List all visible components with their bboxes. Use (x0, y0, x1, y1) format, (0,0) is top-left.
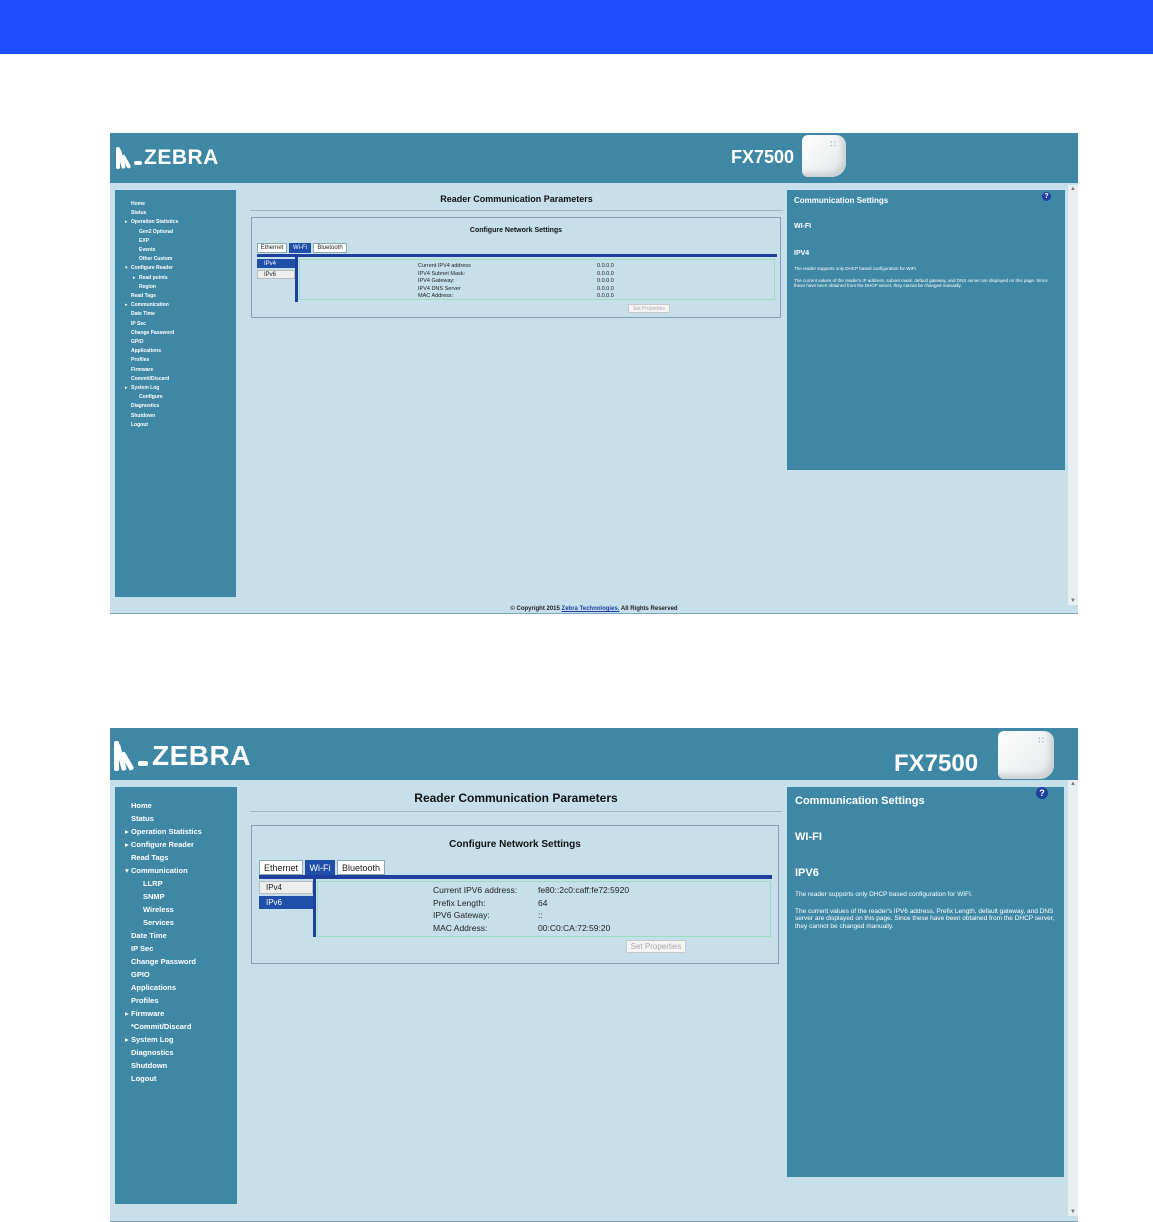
sidebar-item-llrp[interactable] (115, 877, 237, 890)
zebra-logo-icon (114, 145, 144, 171)
sidebar-item-profiles[interactable] (115, 356, 236, 365)
field-row (300, 271, 774, 279)
sidebar-item-firmware[interactable] (115, 366, 236, 375)
main-content (250, 190, 783, 590)
help-subsection: IPV4 (794, 250, 810, 257)
help-panel (787, 787, 1064, 1177)
sidebar-item-ip-sec[interactable] (115, 942, 237, 955)
tab-ethernet[interactable]: Ethernet (259, 860, 303, 875)
sidebar-item-date-time[interactable] (115, 929, 237, 942)
sidebar-item-label: Commit/Discard (131, 375, 170, 382)
model-name: FX7500 (731, 147, 795, 167)
ip-version-tabs (257, 257, 298, 302)
reader-device-icon (802, 135, 846, 177)
scroll-up-icon[interactable]: ▲ (1070, 186, 1076, 192)
sidebar-item-label: Configure Reader (131, 840, 194, 849)
sidebar-nav (115, 787, 237, 1204)
sidebar-item-label: Communication (131, 866, 188, 875)
sidebar-item-change-password[interactable] (115, 955, 237, 968)
field-label: IPV4 Subnet Mask: (418, 270, 466, 277)
sidebar-item-wireless[interactable] (115, 903, 237, 916)
sidebar-item-label: Profiles (131, 357, 150, 364)
sidebar-item-commit-discard[interactable] (115, 1020, 237, 1033)
sidebar-item-system-log[interactable] (115, 384, 236, 393)
chevron-down-icon: ▾ (125, 265, 128, 272)
sidebar-item-label: Diagnostics (131, 1048, 174, 1057)
reader-device-icon (998, 731, 1054, 779)
help-text-1: The reader supports only DHCP based configuration for WIFI. (794, 266, 917, 271)
sidebar-item-label: Operation Statistics (131, 827, 202, 836)
field-label: MAC Address: (433, 922, 488, 933)
subtab-ipv4[interactable]: IPv4 (257, 259, 295, 268)
sidebar-item-gpio[interactable] (115, 338, 236, 347)
sidebar-item-label: Read Tags (131, 853, 169, 862)
field-value: 0.0.0.0 (597, 278, 614, 285)
sidebar-item-diagnostics[interactable] (115, 402, 236, 411)
set-properties-button[interactable]: Set Properties (626, 940, 686, 953)
sidebar-item-status[interactable] (115, 209, 236, 218)
zebra-logo[interactable] (112, 738, 251, 774)
logo-text: ZEBRA (144, 146, 219, 169)
sidebar-item-label: Date Time (131, 931, 167, 940)
sidebar-item-label: Home (131, 801, 152, 810)
sidebar-item-label: Change Password (131, 957, 197, 966)
sidebar-item-region[interactable] (115, 283, 236, 292)
sidebar-item-other-custom[interactable] (115, 255, 236, 264)
sidebar-item-label: Status (131, 814, 154, 823)
tab-wifi[interactable]: Wi-Fi (289, 243, 311, 253)
copyright-footer (110, 606, 1078, 612)
sidebar-item-label: SNMP (143, 892, 165, 901)
ip-version-tabs (259, 879, 316, 937)
sidebar-item-label: Home (131, 201, 145, 207)
help-section: WI-FI (795, 831, 822, 843)
sidebar-item-label: Region (139, 283, 156, 290)
field-value: 00:C0:CA:72:59:20 (538, 922, 611, 933)
field-label: IPV4 DNS Server (418, 285, 461, 292)
tab-bluetooth[interactable]: Bluetooth (313, 243, 347, 253)
ipv6-fields (317, 881, 771, 937)
field-row (318, 885, 770, 898)
sidebar-item-label: Services (143, 918, 174, 927)
sidebar-item-label: GPIO (131, 970, 150, 979)
tab-wifi[interactable]: Wi-Fi (305, 860, 335, 875)
network-settings-panel (251, 825, 779, 964)
field-value: :: (538, 910, 543, 920)
field-label: Prefix Length: (433, 897, 486, 908)
rights-text: All Rights Reserved (619, 606, 678, 612)
zebra-logo-icon (112, 739, 152, 773)
sidebar-item-label: EXP (139, 237, 150, 244)
sidebar-item-label: *Commit/Discard (131, 1022, 192, 1031)
network-tabs (259, 860, 387, 875)
sidebar-item-operation-statistics[interactable] (115, 218, 236, 227)
sidebar-item-gen2-optional[interactable] (115, 228, 236, 237)
tab-underline (257, 254, 777, 257)
field-value: 0.0.0.0 (597, 270, 614, 277)
field-value: 0.0.0.0 (597, 285, 614, 292)
tab-underline (259, 875, 772, 879)
screenshot-ipv4 (110, 133, 1078, 614)
title-divider (250, 811, 782, 812)
field-label: Current IPV6 address: (433, 885, 518, 895)
sidebar-item-label: Date Time (131, 311, 155, 318)
sidebar-item-label: Other Custom (139, 256, 173, 263)
set-properties-button[interactable]: Set Properties (628, 304, 670, 313)
sidebar-item-applications[interactable] (115, 981, 237, 994)
sidebar-item-label: Diagnostics (131, 403, 160, 410)
scroll-up-icon[interactable]: ▲ (1070, 781, 1076, 787)
field-value: 64 (538, 897, 548, 908)
sidebar-item-ip-sec[interactable] (115, 320, 236, 329)
chevron-right-icon: ▸ (125, 840, 129, 849)
scrollbar[interactable] (1068, 185, 1078, 605)
sidebar-item-events[interactable] (115, 246, 236, 255)
help-question-icon[interactable]: ? (1036, 787, 1048, 799)
zebra-logo[interactable] (114, 143, 219, 173)
sidebar-item-snmp[interactable] (115, 890, 237, 903)
scroll-down-icon[interactable]: ▼ (1070, 598, 1076, 604)
sidebar-item-exp[interactable] (115, 237, 236, 246)
sidebar-item-label: Events (139, 247, 156, 254)
sidebar-item-label: IP Sec (131, 320, 146, 327)
field-label: MAC Address: (418, 293, 454, 300)
sidebar-item-label: Configure (139, 394, 163, 401)
field-value: fe80::2c0:caff:fe72:5920 (538, 885, 630, 895)
help-text-2: The current values of the reader's IP address, subnet mask, default gateway, and DNS server are displayed on this page. Since these have been obtained from the DHCP server, they cannot be changed manually. (794, 278, 1048, 289)
help-subsection: IPV6 (795, 867, 819, 879)
field-row (318, 898, 770, 911)
sidebar-item-commit-discard[interactable] (115, 375, 236, 384)
sidebar-item-home[interactable] (115, 799, 237, 812)
field-value: 0.0.0.0 (597, 263, 614, 269)
sidebar-item-operation-statistics[interactable] (115, 825, 237, 838)
sidebar-item-date-time[interactable] (115, 310, 236, 319)
tab-ethernet[interactable]: Ethernet (257, 243, 287, 253)
sidebar-item-label: Profiles (131, 996, 159, 1005)
sidebar-item-applications[interactable] (115, 347, 236, 356)
scroll-down-icon[interactable]: ▼ (1070, 1209, 1076, 1215)
network-settings-panel (251, 217, 781, 318)
sidebar-item-label: Configure Reader (131, 265, 173, 272)
copyright-text: © Copyright 2015 (510, 606, 562, 612)
field-row (318, 923, 770, 936)
field-label: IPV4 Gateway: (418, 278, 455, 285)
tab-bluetooth[interactable]: Bluetooth (337, 860, 385, 875)
sidebar-item-logout[interactable] (115, 1072, 237, 1085)
field-label: IPV6 Gateway: (433, 910, 490, 920)
subtab-ipv6[interactable]: IPv6 (257, 270, 295, 279)
page-title: Reader Communication Parameters (440, 194, 593, 204)
sidebar-item-configure[interactable] (115, 393, 236, 402)
field-row (300, 278, 774, 286)
sidebar-item-read-tags[interactable] (115, 851, 237, 864)
title-divider (250, 210, 783, 211)
zebra-link[interactable]: Zebra Technologies. (561, 606, 620, 612)
chevron-right-icon: ▸ (125, 385, 128, 392)
help-text-1: The reader supports only DHCP based configuration for WIFI. (795, 891, 973, 898)
chevron-right-icon: ▸ (125, 302, 128, 309)
sidebar-item-configure-reader[interactable] (115, 838, 237, 851)
sidebar-item-label: GPIO (131, 339, 144, 346)
model-name: FX7500 (894, 750, 979, 777)
sidebar-item-label: Applications (131, 348, 162, 355)
help-title: Communication Settings (795, 795, 925, 807)
page-header-band (0, 0, 1153, 54)
sidebar-item-shutdown[interactable] (115, 412, 236, 421)
chevron-right-icon: ▸ (125, 827, 129, 836)
sidebar-item-system-log[interactable] (115, 1033, 237, 1046)
sidebar-item-label: Applications (131, 983, 177, 992)
sidebar-item-logout[interactable] (115, 421, 236, 430)
chevron-down-icon: ▾ (125, 866, 129, 875)
chevron-right-icon: ▸ (125, 1009, 129, 1018)
sidebar-item-label: Wireless (143, 905, 174, 914)
help-title: Communication Settings (794, 196, 889, 205)
chevron-right-icon: ▸ (125, 1035, 129, 1044)
help-panel (787, 190, 1065, 470)
sidebar-item-label: IP Sec (131, 944, 154, 953)
sidebar-item-label: Communication (131, 302, 169, 309)
help-text-2: The current values of the reader's IPV6 address, Prefix Length, default gateway, and DNS server are displayed on this page. Since these have been obtained from the DHCP server, they cannot be changed manually. (795, 908, 1055, 930)
chevron-right-icon: ▸ (125, 219, 128, 226)
sidebar-item-firmware[interactable] (115, 1007, 237, 1020)
field-value: 0.0.0.0 (597, 293, 614, 300)
sidebar-item-label: LLRP (143, 879, 163, 888)
sidebar-item-change-password[interactable] (115, 329, 236, 338)
panel-title: Configure Network Settings (469, 227, 563, 234)
sidebar-item-status[interactable] (115, 812, 237, 825)
sidebar-item-label: Shutdown (131, 412, 156, 419)
sidebar-item-label: Gen2 Optional (139, 228, 174, 235)
sidebar-item-diagnostics[interactable] (115, 1046, 237, 1059)
field-row (300, 293, 774, 301)
chevron-right-icon: ▸ (133, 274, 136, 281)
help-question-icon[interactable]: ? (1042, 192, 1051, 201)
panel-title: Configure Network Settings (449, 839, 581, 850)
sidebar-item-gpio[interactable] (115, 968, 237, 981)
field-row (300, 263, 774, 271)
field-row (300, 286, 774, 294)
sidebar-item-label: Firmware (131, 1009, 165, 1018)
sidebar-item-label: Operation Statistics (131, 219, 179, 226)
sidebar-item-label: Status (131, 210, 147, 217)
network-tabs (257, 243, 349, 253)
main-content (250, 787, 782, 1167)
sidebar-item-label: Read Tags (131, 293, 156, 300)
subtab-ipv4[interactable]: IPv4 (259, 881, 313, 894)
sidebar-item-label: Logout (131, 421, 148, 428)
screenshot-ipv6 (110, 728, 1078, 1222)
sidebar-item-label: Firmware (131, 366, 154, 373)
field-label: Current IPV4 address (418, 263, 471, 269)
sidebar-item-label: Logout (131, 1074, 157, 1083)
subtab-ipv6[interactable]: IPv6 (259, 896, 313, 909)
sidebar-item-configure-reader[interactable] (115, 264, 236, 273)
sidebar-item-profiles[interactable] (115, 994, 237, 1007)
sidebar-item-services[interactable] (115, 916, 237, 929)
sidebar-item-label: System Log (131, 1035, 174, 1044)
sidebar-item-label: System Log (131, 385, 160, 392)
sidebar-item-home[interactable] (115, 200, 236, 209)
help-section: WI-FI (794, 223, 812, 230)
logo-text: ZEBRA (152, 740, 251, 771)
sidebar-item-shutdown[interactable] (115, 1059, 237, 1072)
app-header (110, 728, 1078, 780)
sidebar-item-read-tags[interactable] (115, 292, 236, 301)
scrollbar[interactable] (1068, 780, 1078, 1216)
sidebar-nav (115, 190, 236, 597)
sidebar-item-communication[interactable] (115, 864, 237, 877)
ipv4-fields (299, 259, 775, 300)
sidebar-item-label: Read points (139, 274, 168, 281)
page-title: Reader Communication Parameters (414, 791, 618, 805)
sidebar-item-label: Change Password (131, 329, 175, 336)
sidebar-item-communication[interactable] (115, 301, 236, 310)
sidebar-item-read-points[interactable] (115, 274, 236, 283)
app-header (110, 133, 1078, 183)
field-row (318, 910, 770, 923)
sidebar-item-label: Shutdown (131, 1061, 168, 1070)
